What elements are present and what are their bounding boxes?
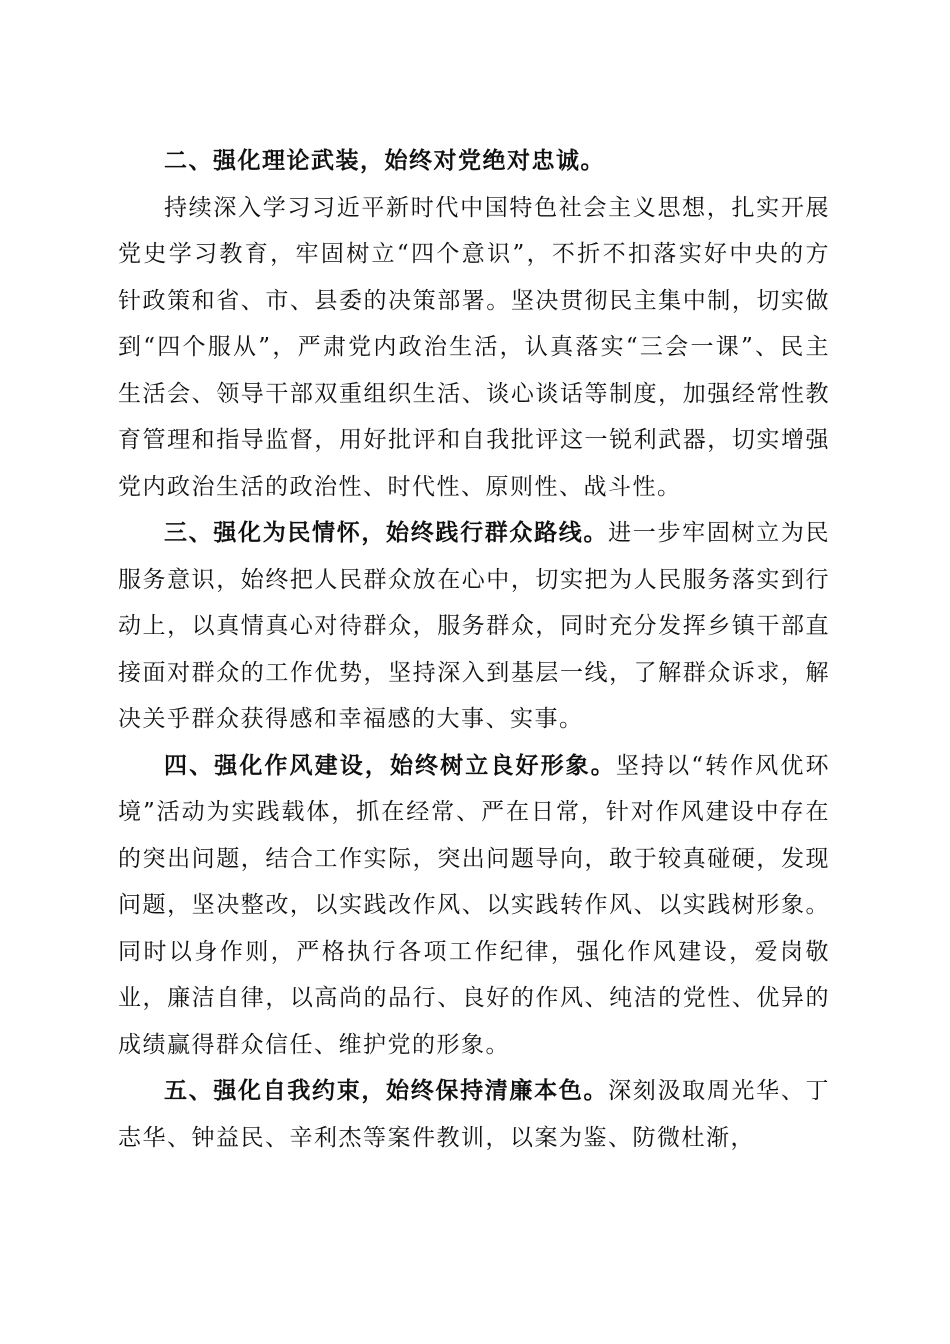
section-3-heading: 三、强化为民情怀，始终践行群众路线。 xyxy=(164,520,609,546)
document-body xyxy=(118,138,830,1161)
section-4-body: 坚持以“转作风优环境”活动为实践载体，抓在经常、严在日常，针对作风建设中存在的突出问题，结合工作实际，突出问题导向，敢于较真碰硬，发现问题，坚决整改，以实践改作风、以实践转作风、以实践树形象。同时以身作则，严格执行各项工作纪律，强化作风建设，爱岗敬业，廉洁自律，以高尚的品行、良好的作风、纯洁的党性、优异的成绩赢得群众信任、维护党的形象。 xyxy=(118,752,831,1058)
section-3-paragraph xyxy=(118,510,830,743)
section-3-body: 进一步牢固树立为民服务意识，始终把人民群众放在心中，切实把为人民服务落实到行动上，以真情真心对待群众，服务群众，同时充分发挥乡镇干部直接面对群众的工作优势，坚持深入到基层一线，了解群众诉求，解决关乎群众获得感和幸福感的大事、实事。 xyxy=(118,520,831,732)
section-2-body-paragraph xyxy=(118,185,830,511)
section-5-body: 深刻汲取周光华、丁志华、钟益民、辛利杰等案件教训，以案为鉴、防微杜渐， xyxy=(118,1078,831,1151)
section-2-heading: 二、强化理论武装，始终对党绝对忠诚。 xyxy=(164,148,605,174)
section-5-paragraph xyxy=(118,1068,830,1161)
section-2-paragraph xyxy=(118,138,830,185)
section-4-heading: 四、强化作风建设，始终树立良好形象。 xyxy=(164,752,616,779)
section-5-heading: 五、强化自我约束，始终保持清廉本色。 xyxy=(164,1078,609,1104)
section-4-paragraph xyxy=(118,743,830,1069)
section-2-body: 持续深入学习习近平新时代中国特色社会主义思想，扎实开展党史学习教育，牢固树立“四个意识”，不折不扣落实好中央的方针政策和省、市、县委的决策部署。坚决贯彻民主集中制，切实做到“四个服从”，严肃党内政治生活，认真落实“三会一课”、民主生活会、领导干部双重组织生活、谈心谈话等制度，加强经常性教育管理和指导监督，用好批评和自我批评这一锐利武器，切实增强党内政治生活的政治性、时代性、原则性、战斗性。 xyxy=(118,194,830,500)
